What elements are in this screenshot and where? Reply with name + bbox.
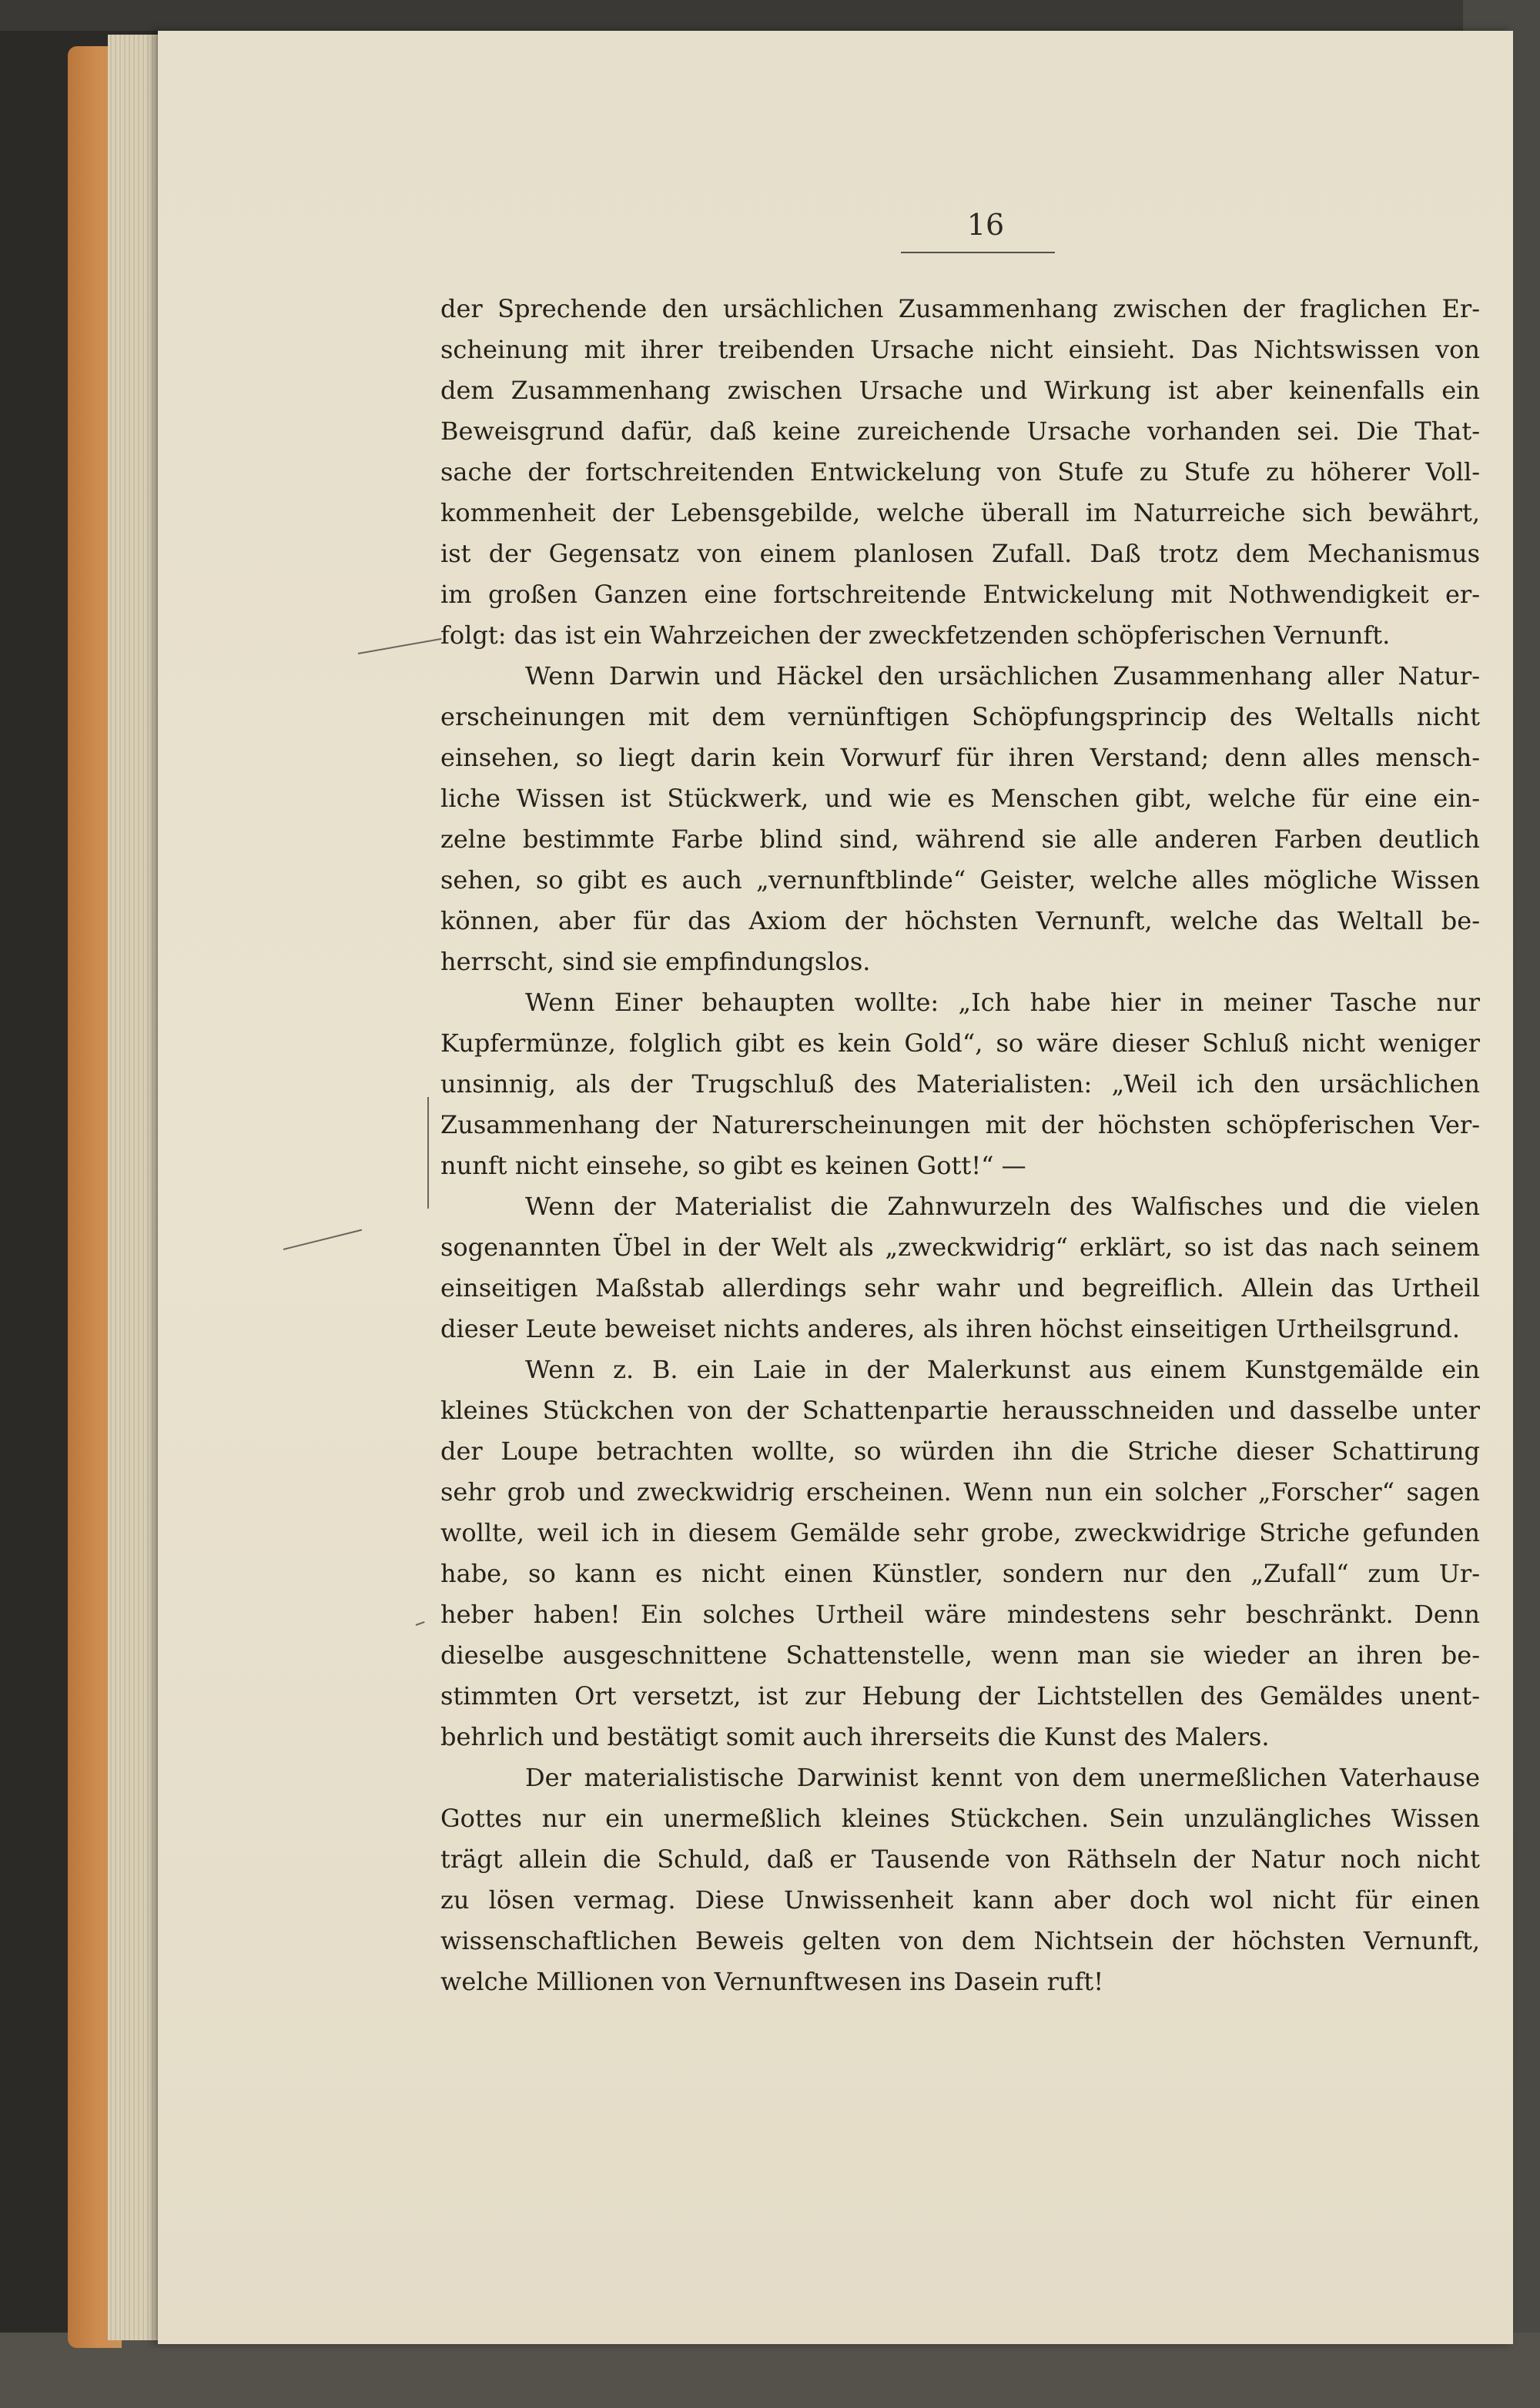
text-line: habe, so kann es nicht einen Künstler, sondern nur den „Zufall“ zum Ur- — [440, 1559, 1480, 1588]
text-line: welche Millionen von Vernunftwesen ins Dasein ruft! — [440, 1967, 1104, 1996]
text-line: folgt: das ist ein Wahrzeichen der zweckfetzenden schöpferischen Vernunft. — [440, 620, 1391, 650]
text-line: herrscht, sind sie empfindungslos. — [440, 947, 871, 976]
text-line: Wenn der Materialist die Zahnwurzeln des Walfisches und die vielen — [525, 1192, 1480, 1221]
text-line: einseitigen Maßstab allerdings sehr wahr und begreiflich. Allein das Urtheil — [440, 1273, 1480, 1303]
header-rule — [901, 252, 1055, 253]
text-line: einsehen, so liegt darin kein Vorwurf für ihren Verstand; denn alles mensch- — [440, 743, 1480, 772]
page-number: 16 — [966, 208, 1005, 242]
text-line: unsinnig, als der Trugschluß des Materialisten: „Weil ich den ursächlichen — [440, 1069, 1480, 1099]
text-line: dieser Leute beweiset nichts anderes, als ihren höchst einseitigen Urtheilsgrund. — [440, 1314, 1461, 1343]
text-line: der Loupe betrachten wollte, so würden ihn die Striche dieser Schattirung — [440, 1436, 1480, 1466]
text-line: zelne bestimmte Farbe blind sind, während sie alle anderen Farben deutlich — [440, 824, 1480, 854]
text-line: sogenannten Übel in der Welt als „zweckwidrig“ erklärt, so ist das nach seinem — [440, 1232, 1480, 1262]
text-line: sehen, so gibt es auch „vernunftblinde“ Geister, welche alles mögliche Wissen — [440, 865, 1480, 895]
text-line: ist der Gegensatz von einem planlosen Zufall. Daß trotz dem Mechanismus — [440, 539, 1480, 568]
text-line: wollte, weil ich in diesem Gemälde sehr grobe, zweckwidrige Striche gefunden — [440, 1518, 1480, 1547]
text-line: liche Wissen ist Stückwerk, und wie es Menschen gibt, welche für eine ein- — [440, 784, 1480, 813]
text-line: kleines Stückchen von der Schattenpartie herausschneiden und dasselbe unter — [440, 1396, 1480, 1425]
text-line: Der materialistische Darwinist kennt von dem unermeßlichen Vaterhause — [525, 1763, 1480, 1792]
text-line: können, aber für das Axiom der höchsten Vernunft, welche das Weltall be- — [440, 906, 1480, 935]
pencil-mark — [427, 1097, 429, 1209]
text-line: im großen Ganzen eine fortschreitende Entwickelung mit Nothwendigkeit er- — [440, 580, 1480, 609]
text-line: Wenn Darwin und Häckel den ursächlichen Zusammenhang aller Natur- — [525, 661, 1480, 691]
text-line: dieselbe ausgeschnittene Schattenstelle, wenn man sie wieder an ihren be- — [440, 1640, 1480, 1670]
text-line: erscheinungen mit dem vernünftigen Schöpfungsprincip des Weltalls nicht — [440, 702, 1480, 731]
text-line: scheinung mit ihrer treibenden Ursache nicht einsieht. Das Nichtswissen von — [440, 335, 1480, 364]
text-line: Zusammenhang der Naturerscheinungen mit der höchsten schöpferischen Ver- — [440, 1110, 1480, 1139]
body-text — [440, 289, 1480, 2002]
text-line: Beweisgrund dafür, daß keine zureichende Ursache vorhanden sei. Die That- — [440, 416, 1480, 446]
text-line: kommenheit der Lebensgebilde, welche überall im Naturreiche sich bewährt, — [440, 498, 1480, 527]
text-line: Wenn Einer behaupten wollte: „Ich habe hier in meiner Tasche nur — [525, 988, 1480, 1017]
text-line: nunft nicht einsehe, so gibt es keinen Gott!“ — — [440, 1151, 1026, 1180]
text-line: zu lösen vermag. Diese Unwissenheit kann aber doch wol nicht für einen — [440, 1885, 1480, 1915]
text-line: Kupfermünze, folglich gibt es kein Gold“, so wäre dieser Schluß nicht weniger — [440, 1028, 1480, 1058]
text-line: heber haben! Ein solches Urtheil wäre mindestens sehr beschränkt. Denn — [440, 1600, 1480, 1629]
text-line: sache der fortschreitenden Entwickelung von Stufe zu Stufe zu höherer Voll- — [440, 457, 1480, 487]
text-line: wissenschaftlichen Beweis gelten von dem Nichtsein der höchsten Vernunft, — [440, 1926, 1480, 1955]
text-line: Gottes nur ein unermeßlich kleines Stückchen. Sein unzulängliches Wissen — [440, 1804, 1480, 1833]
book-cover-top — [0, 0, 1540, 31]
text-line: sehr grob und zweckwidrig erscheinen. Wenn nun ein solcher „Forscher“ sagen — [440, 1477, 1480, 1507]
text-line: der Sprechende den ursächlichen Zusammenhang zwischen der fraglichen Er- — [440, 294, 1480, 323]
text-line: Wenn z. B. ein Laie in der Malerkunst aus einem Kunstgemälde ein — [525, 1355, 1480, 1384]
text-line: dem Zusammenhang zwischen Ursache und Wirkung ist aber keinenfalls ein — [440, 376, 1480, 405]
text-line: trägt allein die Schuld, daß er Tausende von Räthseln der Natur noch nicht — [440, 1844, 1480, 1874]
text-line: behrlich und bestätigt somit auch ihrerseits die Kunst des Malers. — [440, 1722, 1270, 1751]
text-line: stimmten Ort versetzt, ist zur Hebung der Lichtstellen des Gemäldes unent- — [440, 1681, 1480, 1711]
